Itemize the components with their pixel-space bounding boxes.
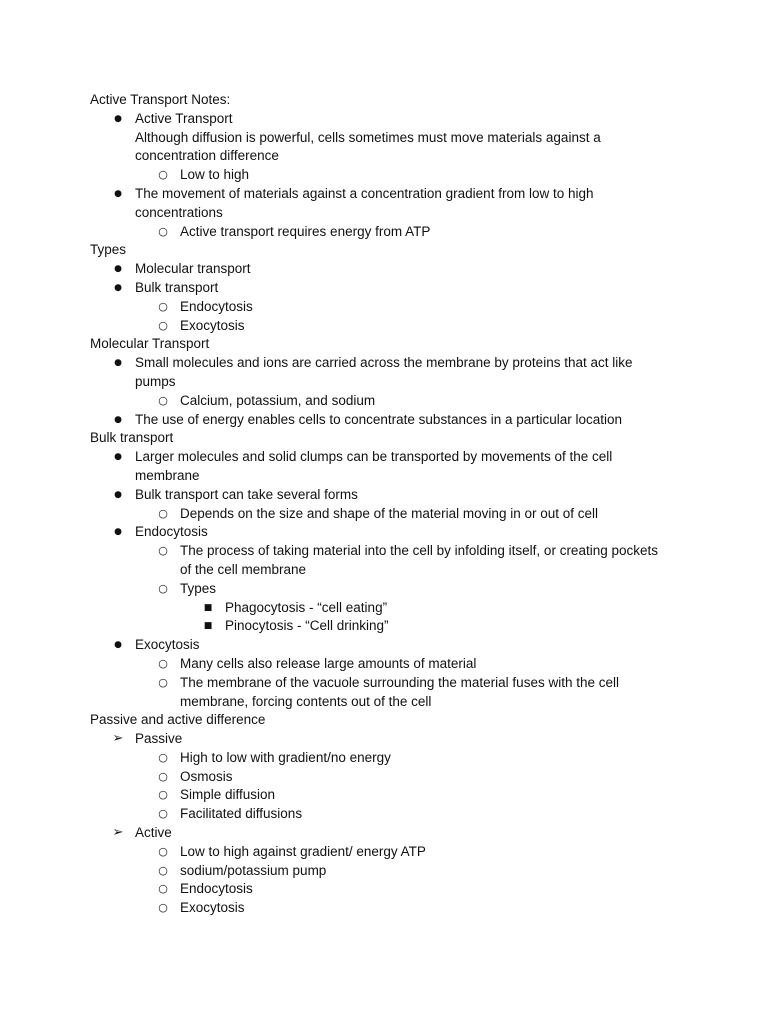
list-item	[90, 260, 690, 279]
line-text: Exocytosis	[180, 317, 245, 333]
line-text: Active	[135, 825, 172, 841]
line-text: Low to high	[180, 167, 250, 183]
line-text: concentration difference	[135, 148, 279, 164]
bullet-circle-icon: ○	[158, 882, 168, 896]
list-item	[90, 749, 690, 768]
list-item	[90, 298, 690, 317]
list-item	[90, 730, 690, 749]
line-text: Phagocytosis - “cell eating”	[225, 599, 388, 615]
line-text: Simple diffusion	[180, 787, 276, 803]
line-text: Types	[90, 242, 127, 258]
bullet-circle-icon: ○	[158, 318, 168, 332]
line-text: Active Transport	[135, 110, 233, 126]
line-text: Active Transport Notes:	[90, 92, 231, 107]
line-text: Exocytosis	[135, 637, 200, 653]
line-text: Bulk transport	[135, 279, 219, 295]
line-text: High to low with gradient/no energy	[180, 749, 391, 765]
line-text: Passive	[135, 731, 183, 747]
bullet-circle-icon: ○	[158, 168, 168, 182]
bullet-circle-icon: ○	[158, 544, 168, 558]
list-item	[90, 880, 690, 899]
list-item	[90, 373, 690, 392]
bullet-circle-icon: ○	[158, 844, 168, 858]
list-item	[90, 505, 690, 524]
list-item	[90, 693, 690, 712]
section-heading	[90, 91, 690, 110]
bullet-circle-icon: ○	[158, 581, 168, 595]
bullet-square-icon: ■	[203, 602, 213, 613]
line-text: Endocytosis	[180, 881, 253, 897]
list-item	[90, 279, 690, 298]
line-text: Molecular transport	[135, 261, 251, 277]
line-text: Small molecules and ions are carried across the membrane by proteins that act like	[135, 355, 633, 371]
bullet-disc-icon: ●	[114, 527, 122, 538]
bullet-disc-icon: ●	[114, 358, 122, 369]
line-text: Bulk transport can take several forms	[135, 486, 358, 502]
list-item	[90, 147, 690, 166]
bullet-disc-icon: ●	[114, 188, 122, 199]
bullet-circle-icon: ○	[158, 675, 168, 689]
line-text: sodium/potassium pump	[180, 862, 327, 878]
list-item	[90, 862, 690, 881]
line-text: The movement of materials against a concentration gradient from low to high	[135, 185, 594, 201]
list-item	[90, 768, 690, 787]
list-item	[90, 110, 690, 129]
bullet-circle-icon: ○	[158, 863, 168, 877]
bullet-disc-icon: ●	[114, 113, 122, 124]
line-text: membrane	[135, 467, 200, 483]
line-text: The process of taking material into the cell by infolding itself, or creating pockets	[180, 543, 658, 559]
list-item	[90, 467, 690, 486]
notes-body	[90, 91, 690, 918]
list-item	[90, 899, 690, 918]
bullet-circle-icon: ○	[158, 769, 168, 783]
list-item	[90, 129, 690, 148]
bullet-circle-icon: ○	[158, 393, 168, 407]
bullet-disc-icon: ●	[114, 282, 122, 293]
line-text: Although diffusion is powerful, cells sometimes must move materials against a	[135, 129, 601, 145]
list-item	[90, 599, 690, 618]
list-item	[90, 824, 690, 843]
bullet-circle-icon: ○	[158, 224, 168, 238]
line-text: of the cell membrane	[180, 561, 307, 577]
line-text: concentrations	[135, 204, 223, 220]
bullet-square-icon: ■	[203, 621, 213, 632]
list-item	[90, 448, 690, 467]
bullet-circle-icon: ○	[158, 299, 168, 313]
list-item	[90, 523, 690, 542]
section-heading	[90, 241, 690, 260]
line-text: Calcium, potassium, and sodium	[180, 392, 376, 408]
bullet-circle-icon: ○	[158, 750, 168, 764]
line-text: Exocytosis	[180, 900, 245, 916]
list-item	[90, 166, 690, 185]
list-item	[90, 561, 690, 580]
list-item	[90, 392, 690, 411]
bullet-disc-icon: ●	[114, 452, 122, 463]
line-text: Facilitated diffusions	[180, 806, 303, 822]
list-item	[90, 411, 690, 430]
line-text: Depends on the size and shape of the material moving in or out of cell	[180, 505, 598, 521]
list-item	[90, 786, 690, 805]
list-item	[90, 655, 690, 674]
section-heading	[90, 429, 690, 448]
list-item	[90, 580, 690, 599]
list-item	[90, 674, 690, 693]
bullet-circle-icon: ○	[158, 506, 168, 520]
line-text: membrane, forcing contents out of the cell	[180, 693, 432, 709]
bullet-arrow-icon: ➢	[112, 825, 124, 841]
line-text: Low to high against gradient/ energy ATP	[180, 843, 426, 859]
bullet-circle-icon: ○	[158, 901, 168, 915]
bullet-disc-icon: ●	[114, 489, 122, 500]
bullet-disc-icon: ●	[114, 264, 122, 275]
list-item	[90, 617, 690, 636]
section-heading	[90, 335, 690, 354]
list-item	[90, 204, 690, 223]
bullet-arrow-icon: ➢	[112, 731, 124, 747]
line-text: pumps	[135, 373, 176, 389]
line-text: Molecular Transport	[90, 336, 210, 352]
line-text: Passive and active difference	[90, 712, 266, 728]
line-text: The use of energy enables cells to concentrate substances in a particular location	[135, 411, 623, 427]
list-item	[90, 636, 690, 655]
line-text: Pinocytosis - “Cell drinking”	[225, 618, 389, 634]
line-text: Bulk transport	[90, 430, 174, 446]
line-text: The membrane of the vacuole surrounding the material fuses with the cell	[180, 674, 619, 690]
line-text: Osmosis	[180, 768, 233, 784]
line-text: Endocytosis	[180, 298, 253, 314]
list-item	[90, 317, 690, 336]
line-text: Larger molecules and solid clumps can be transported by movements of the cell	[135, 449, 613, 465]
list-item	[90, 542, 690, 561]
list-item	[90, 354, 690, 373]
list-item	[90, 805, 690, 824]
bullet-disc-icon: ●	[114, 640, 122, 651]
list-item	[90, 486, 690, 505]
line-text: Endocytosis	[135, 524, 208, 540]
section-heading	[90, 711, 690, 730]
line-text: Active transport requires energy from ATP	[180, 223, 431, 239]
list-item	[90, 185, 690, 204]
bullet-circle-icon: ○	[158, 807, 168, 821]
list-item	[90, 843, 690, 862]
bullet-circle-icon: ○	[158, 656, 168, 670]
line-text: Many cells also release large amounts of material	[180, 655, 477, 671]
line-text: Types	[180, 580, 217, 596]
bullet-circle-icon: ○	[158, 788, 168, 802]
list-item	[90, 223, 690, 242]
bullet-disc-icon: ●	[114, 414, 122, 425]
